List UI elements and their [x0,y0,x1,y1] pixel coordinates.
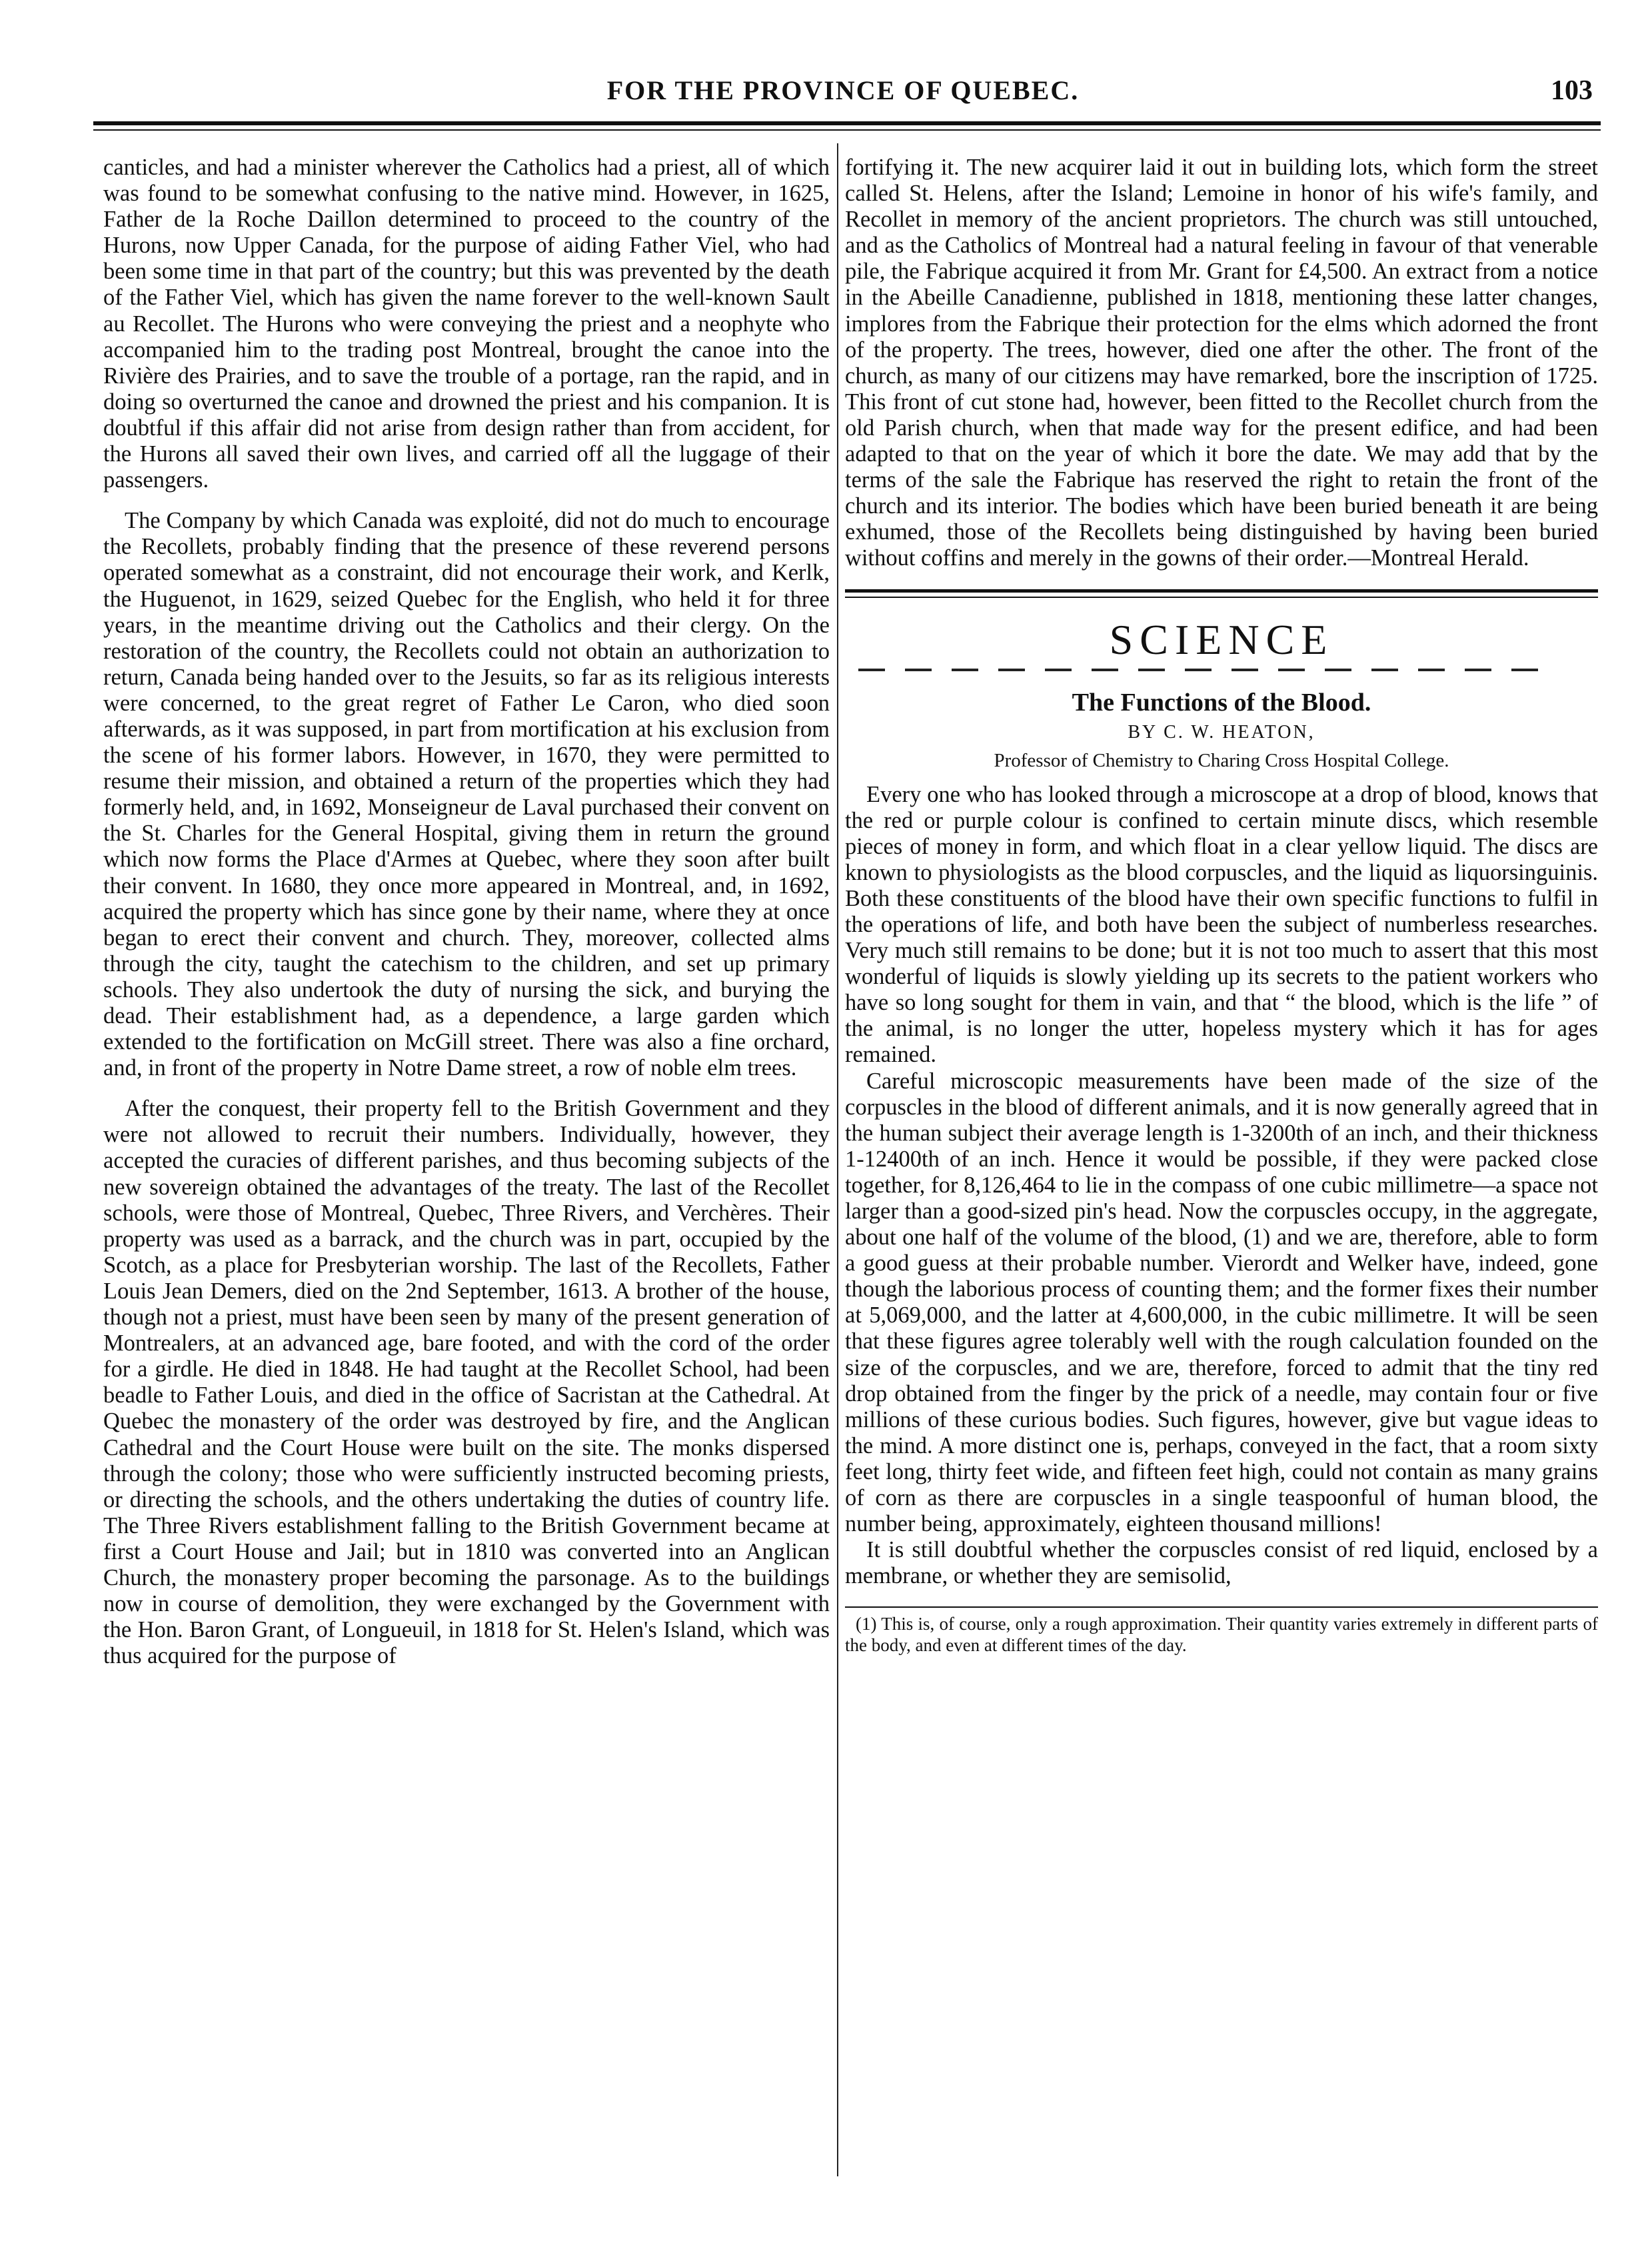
article-title: The Functions of the Blood. [1072,688,1371,717]
article-byline: BY C. W. HEATON, [1128,721,1315,743]
author-affiliation: Professor of Chemistry to Charing Cross Hospital College. [994,749,1449,771]
continued-paragraph: fortifying it. The new acquirer laid it out in building lots, which form the street called St. Helens, after the Island; Lemoine in honor of his wife's family, and Recollet in memory of the ancient proprietors. The church was still untouched, and as the Catholics of Montreal had a natural feeling in favour of that venerable pile, the Fabrique acquired it from Mr. Grant for £4,500. An extract from a notice in the Abeille Canadienne, published in 1818, mentioning these latter changes, implores from the Fabrique their protection for the elms which adorned the front of the property. The trees, however, died one after the other. The front of the church, as many of our citizens may have remarked, bore the inscription of 1725. This front of cut stone had, however, been fitted to the Recollet church from the old Parish church, when that made way for the present edifice, and had been adapted to that on the year of which it bore the date. We may add that by the terms of the sale the Fabrique has reserved the right to retain the front of the church and its interior. The bodies which have been buried beneath it are being exhumed, those of the Recollets being distinguished by having been buried without coffins and merely in the gowns of their order.—Montreal Herald. [845,155,1598,571]
article-paragraph-2: Careful microscopic measurements have been made of the size of the corpuscles in the blood of different animals, and it is now generally agreed that in the human subject their average length is 1-3200th of an inch, and their thickness 1-12400th of an inch. Hence it would be possible, if they were packed close together, for 8,126,464 to lie in the compass of one cubic millimetre—a space not larger than a good-sized pin's head. Now the corpuscles occupy, in the aggregate, about one half of the volume of the blood, (1) and we are, therefore, able to form a good guess at their probable number. Vierordt and Welker have, indeed, gone though the laborious process of counting them; and the former fixes their number at 5,069,000, and the latter at 4,600,000, in the cubic millimetre. It will be seen that these figures agree tolerably well with the rough calculation founded on the size of the corpuscles, and we are, therefore, forced to admit that the tiny red drop obtained from the finger by the prick of a needle, may contain four or five millions of these curious bodies. Such figures, however, give but vague ideas to the mind. A more distinct one is, perhaps, conveyed in the fact, that a room sixty feet long, thirty feet wide, and fifteen feet high, could not contain as many grains of corn as there are corpuscles in a single teaspoonful of human blood, the number being, approximately, eighteen thousand millions! [845,1068,1598,1537]
footnote-text: (1) This is, of course, only a rough approximation. Their quantity varies extremely in different parts of the body, and even at different times of the day. [845,1614,1598,1656]
right-column [845,155,1598,1656]
page-header [87,75,1599,115]
header-rule-thick [93,121,1601,125]
section-dashed-rule [858,669,1545,671]
left-paragraph-2: The Company by which Canada was exploité, did not do much to encourage the Recollets, probably finding that the presence of these reverend persons operated somewhat as a constraint, did not encourage their work, and Kerlk, the Huguenot, in 1629, seized Quebec for the English, who held it for three years, in the meantime driving out the Catholics and their clergy. On the restoration of the country, the Recollets could not obtain an authorization to return, Canada being handed over to the Jesuits, so far as its religious interests were concerned, to the great regret of Father Le Caron, who died soon afterwards, as it was supposed, in part from mortification at his exclusion from the scene of his former labors. However, in 1670, they were permitted to resume their mission, and obtained a return of the properties which they had formerly held, and, in 1692, Monseigneur de Laval purchased their convent on the St. Charles for the General Hospital, giving them in return the ground which now forms the Place d'Armes at Quebec, where they soon after built their convent. In 1680, they once more appeared in Montreal, and, in 1692, acquired the property which has since gone by their name, where they at once began to erect their convent and church. They, moreover, collected alms through the city, taught the catechism to the children, and set up primary schools. They also undertook the duty of nursing the sick, and burying the dead. Their establishment had, as a dependence, a large garden which extended to the fortification on McGill street. There was also a fine orchard, and, in front of the property in Notre Dame street, a row of noble elm trees. [103,508,830,1081]
left-paragraph-3: After the conquest, their property fell to the British Government and they were not allowed to recruit their numbers. Individually, however, they accepted the curacies of different parishes, and thus becoming subjects of the new sovereign obtained the advantages of the treaty. The last of the Recollet schools, were those of Montreal, Quebec, Three Rivers, and Verchères. Their property was used as a barrack, and the church was in part, occupied by the Scotch, as a place for Presbyterian worship. The last of the Recollets, Father Louis Jean Demers, died on the 2nd September, 1613. A brother of the house, though not a priest, must have been seen by many of the present generation of Montrealers, at an advanced age, bare footed, and with the cord of the order for a girdle. He died in 1848. He had taught at the Recollet School, had been beadle to Father Louis, and died in the office of Sacristan at the Cathedral. At Quebec the monastery of the order was destroyed by fire, and the Anglican Cathedral and the Court House were built on the site. The monks dispersed through the colony; those who were sufficiently instructed becoming priests, or directing the schools, and the others undertaking the duties of country life. The Three Rivers establishment falling to the British Government became at first a Court House and Jail; but in 1810 was converted into an Anglican Church, the monastery proper becoming the parsonage. As to the buildings now in course of demolition, they were exchanged by the Government with the Hon. Baron Grant, of Longueuil, in 1818 for St. Helen's Island, which was thus acquired for the purpose of [103,1096,830,1669]
page-number: 103 [1551,75,1593,106]
article-paragraph-3: It is still doubtful whether the corpuscles consist of red liquid, enclosed by a membrane, or whether they are semisolid, [845,1537,1598,1589]
left-column [103,155,830,1669]
article-paragraph-1: Every one who has looked through a microscope at a drop of blood, knows that the red or purple colour is confined to certain minute discs, which resemble pieces of money in form, and which float in a clear yellow liquid. The discs are known to physiologists as the blood corpuscles, and the liquid as liquorsinguinis. Both these constituents of the blood have their own specific functions to fulfil in the operations of life, and both have been the subject of numberless researches. Very much still remains to be done; but it is not too much to assert that this most wonderful of liquids is slowly yielding up its secrets to the patient workers who have so long sought for them in vain, and that “ the blood, which is the life ” of the animal, is no longer the utter, hopeless mystery which it has for ages remained. [845,781,1598,1068]
header-rule-thin [93,129,1601,131]
section-title: SCIENCE [1109,615,1334,663]
left-paragraph-1: canticles, and had a minister wherever the Catholics had a priest, all of which was found to be somewhat confusing to the native mind. However, in 1625, Father de la Roche Daillon determined to proceed to the country of the Hurons, now Upper Canada, for the purpose of aiding Father Viel, who had been some time in that part of the country; but this was prevented by the death of the Father Viel, which has given the name forever to the well-known Sault au Recollet. The Hurons who were conveying the priest and a neophyte who accompanied him to the trading post Montreal, brought the canoe into the Rivière des Prairies, and to save the trouble of a portage, ran the rapid, and in doing so overturned the canoe and drowned the priest and his companion. It is doubtful if this affair did not arise from design rather than from accident, for the Hurons all saved their own lives, and carried off all the luggage of their passengers. [103,155,830,493]
column-divider [837,143,838,2176]
footnote-rule [845,1606,1598,1608]
section-rule-thick [845,589,1598,593]
footnote [845,1613,1598,1656]
section-rule-thin [845,597,1598,598]
running-title: FOR THE PROVINCE OF QUEBEC. [606,75,1080,105]
